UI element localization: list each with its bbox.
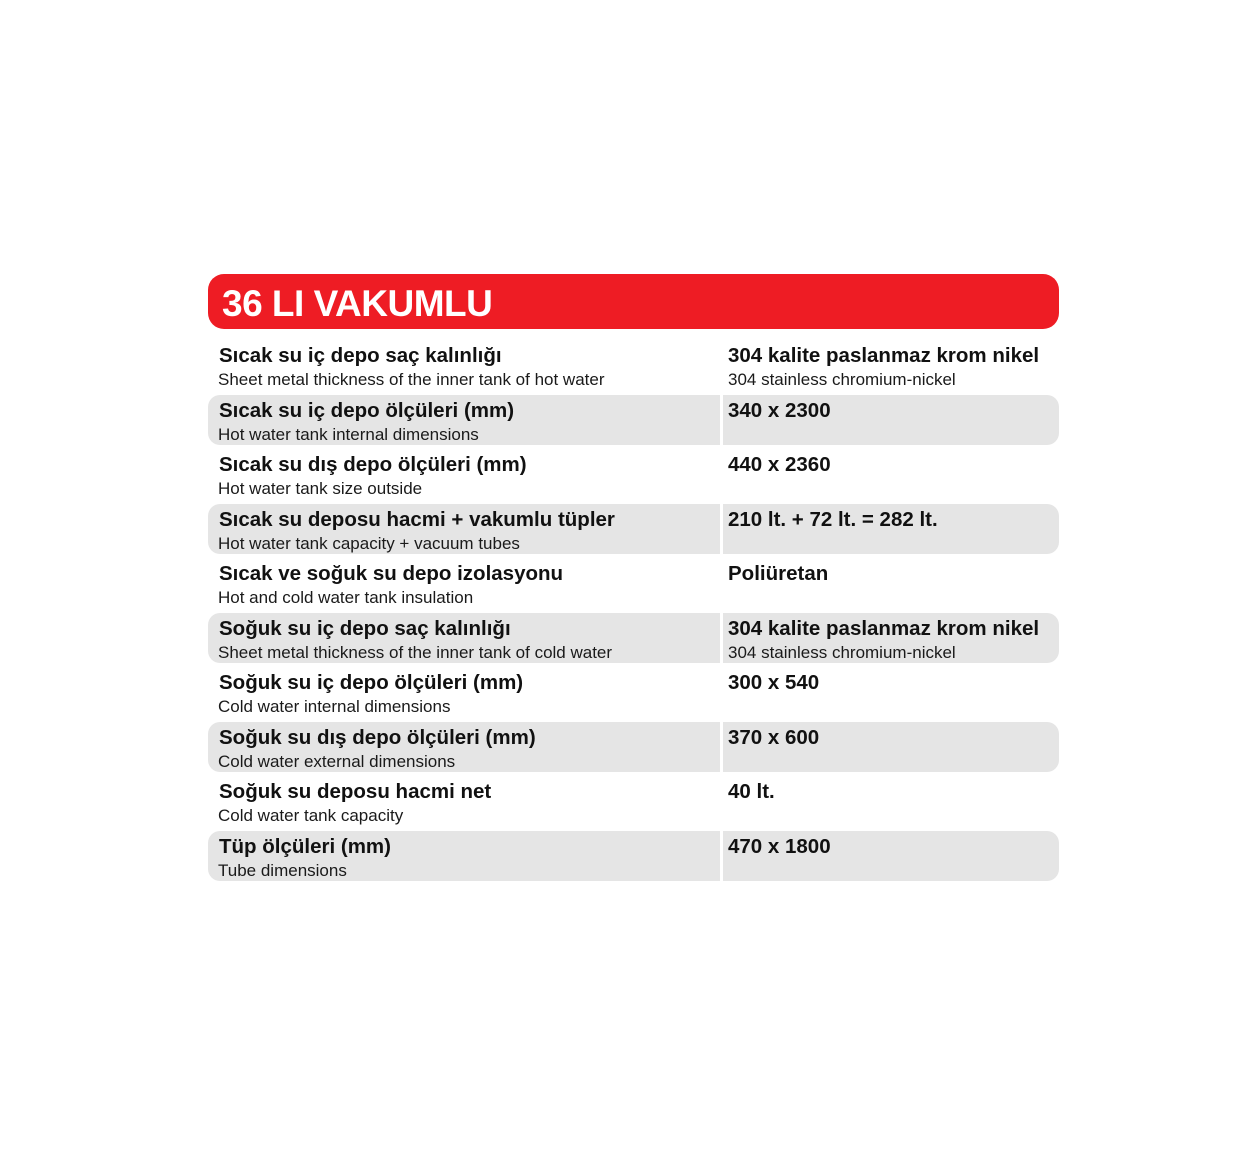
spec-value-cell	[723, 504, 1059, 554]
spec-label-en: Tube dimensions	[218, 860, 347, 880]
spec-label-cell	[208, 395, 720, 445]
spec-table	[208, 340, 1059, 881]
spec-label-cell	[208, 449, 720, 499]
spec-value-tr: 300 x 540	[728, 671, 820, 694]
spec-label-tr: Soğuk su iç depo ölçüleri (mm)	[219, 671, 524, 694]
spec-row	[208, 504, 1059, 554]
spec-value-tr: 440 x 2360	[728, 453, 831, 476]
spec-label-en: Hot water tank capacity + vacuum tubes	[218, 533, 520, 553]
spec-row	[208, 667, 1059, 717]
spec-label-tr: Soğuk su dış depo ölçüleri (mm)	[219, 725, 536, 749]
spec-label-cell	[208, 504, 720, 554]
spec-label-tr: Sıcak su deposu hacmi + vakumlu tüpler	[219, 507, 615, 531]
spec-label-en: Cold water tank capacity	[218, 806, 404, 825]
spec-label-en: Hot water tank internal dimensions	[218, 424, 479, 444]
spec-card	[208, 274, 1059, 885]
page-title: 36 LI VAKUMLU	[222, 283, 493, 324]
title-bar	[208, 274, 1059, 329]
spec-row	[208, 558, 1059, 608]
spec-value-cell	[723, 449, 1059, 499]
spec-value-tr: 304 kalite paslanmaz krom nikel	[728, 616, 1040, 640]
spec-label-en: Sheet metal thickness of the inner tank of cold water	[218, 642, 613, 662]
spec-value-cell	[723, 831, 1059, 881]
spec-label-cell	[208, 340, 720, 390]
spec-value-cell	[723, 340, 1059, 390]
spec-row	[208, 395, 1059, 445]
spec-value-tr: 40 lt.	[728, 780, 775, 803]
spec-row	[208, 776, 1059, 826]
spec-row	[208, 449, 1059, 499]
spec-value-cell	[723, 613, 1059, 663]
spec-value-tr: Poliüretan	[728, 562, 829, 585]
spec-label-cell	[208, 831, 720, 881]
spec-label-en: Cold water internal dimensions	[218, 697, 451, 716]
spec-value-en: 304 stainless chromium-nickel	[728, 642, 956, 662]
spec-label-tr: Sıcak su iç depo ölçüleri (mm)	[219, 398, 515, 422]
spec-value-tr: 340 x 2300	[728, 398, 831, 422]
spec-label-cell	[208, 613, 720, 663]
spec-value-cell	[723, 722, 1059, 772]
spec-label-cell	[208, 722, 720, 772]
spec-value-tr: 210 lt. + 72 lt. = 282 lt.	[728, 507, 938, 531]
spec-label-en: Sheet metal thickness of the inner tank of hot water	[218, 370, 605, 389]
spec-label-cell	[208, 667, 720, 717]
spec-row	[208, 340, 1059, 390]
spec-value-tr: 370 x 600	[728, 725, 820, 749]
spec-value-cell	[723, 558, 1059, 608]
spec-row	[208, 613, 1059, 663]
spec-value-cell	[723, 395, 1059, 445]
spec-label-tr: Sıcak ve soğuk su depo izolasyonu	[219, 562, 564, 585]
spec-value-tr: 304 kalite paslanmaz krom nikel	[728, 344, 1040, 367]
spec-label-cell	[208, 776, 720, 826]
spec-row	[208, 831, 1059, 881]
spec-label-tr: Sıcak su dış depo ölçüleri (mm)	[219, 453, 527, 476]
spec-label-tr: Soğuk su iç depo saç kalınlığı	[219, 616, 511, 640]
spec-row	[208, 722, 1059, 772]
spec-value-tr: 470 x 1800	[728, 834, 831, 858]
spec-value-en: 304 stainless chromium-nickel	[728, 370, 956, 389]
spec-value-cell	[723, 776, 1059, 826]
spec-label-en: Hot and cold water tank insulation	[218, 588, 474, 607]
spec-label-tr: Soğuk su deposu hacmi net	[219, 780, 492, 803]
spec-value-cell	[723, 667, 1059, 717]
spec-label-tr: Tüp ölçüleri (mm)	[219, 834, 391, 858]
spec-label-tr: Sıcak su iç depo saç kalınlığı	[219, 344, 502, 367]
spec-label-en: Hot water tank size outside	[218, 479, 423, 498]
spec-label-cell	[208, 558, 720, 608]
spec-label-en: Cold water external dimensions	[218, 751, 456, 771]
